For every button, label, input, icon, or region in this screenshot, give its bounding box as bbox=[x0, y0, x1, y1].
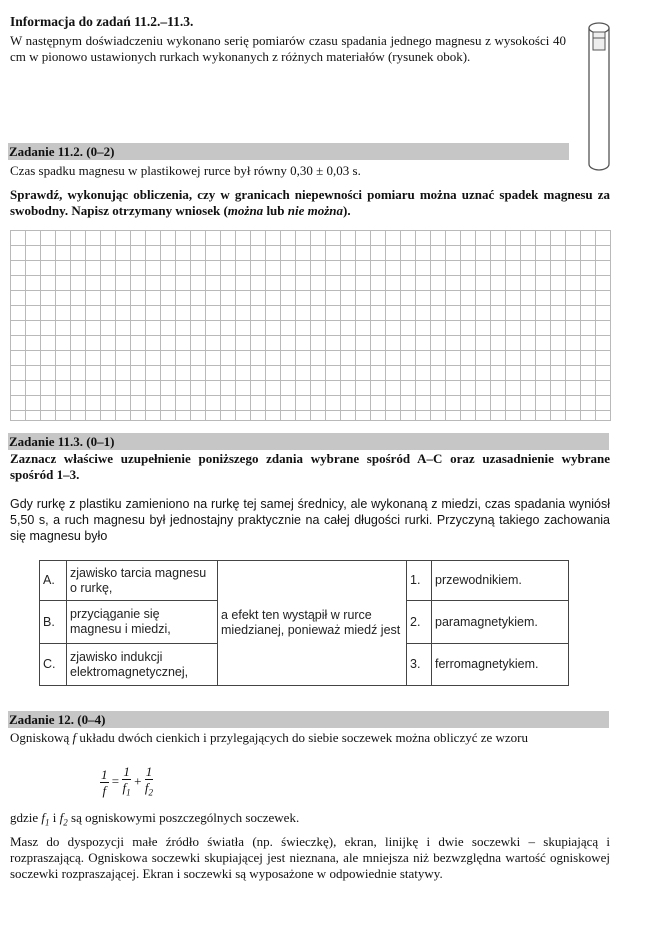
fraction-f1: $\frac{1}{f_1}$ bbox=[122, 764, 131, 798]
option-letter[interactable]: A. bbox=[40, 561, 67, 601]
symbol-f: f bbox=[72, 730, 77, 745]
task-12-title: Zadanie 12. (0–4) bbox=[9, 712, 106, 727]
task-11-3-title: Zadanie 11.3. (0–1) bbox=[9, 434, 115, 449]
option-text[interactable]: zjawisko indukcji elektromagnetycznej, bbox=[67, 644, 218, 686]
task-12-intro bbox=[10, 730, 610, 746]
task-11-3-instruction: Zaznacz właściwe uzupełnienie poniższego zdania wybrane spośród A–C oraz uzasadnienie wybrane spośród 1–3. bbox=[10, 451, 610, 482]
option-text[interactable]: przyciąganie się magnesu i miedzi, bbox=[67, 601, 218, 644]
task-11-2-title: Zadanie 11.2. (0–2) bbox=[9, 144, 115, 159]
option-number[interactable]: 1. bbox=[407, 561, 432, 601]
task-11-3-header bbox=[8, 433, 609, 450]
intro-text-rest: układu dwóch cienkich i przylegających do siebie soczewek można obliczyć ze wzoru bbox=[76, 730, 529, 745]
option-number[interactable]: 2. bbox=[407, 601, 432, 644]
option-number[interactable]: 3. bbox=[407, 644, 432, 686]
formula bbox=[100, 764, 153, 801]
task-11-2-header bbox=[8, 143, 569, 160]
fraction-f2: $\frac{1}{f_2}$ bbox=[144, 764, 153, 798]
fraction-total: $\frac{1}{f}$ bbox=[101, 766, 108, 798]
equals-sign: = bbox=[111, 773, 120, 789]
intro-text: Ogniskową bbox=[10, 730, 73, 745]
option-text[interactable]: ferromagnetykiem. bbox=[432, 644, 569, 686]
task-11-3-text: Gdy rurkę z plastiku zamieniono na rurkę tej samej średnicy, ale wykonaną z miedzi, czas spadania wyniósł 5,50 s, a ruch magnesu był jednostajny praktycznie na całej długości rurki. Przyczyną takiego zachowania się magnesu było bbox=[10, 497, 610, 543]
info-text: W następnym doświadczeniu wykonano serię pomiarów czasu spadania jednego magnesu z wysokości 40 cm w pionowo ustawionych rurkach wykonanych z różnych materiałów (rysunek obok). bbox=[10, 33, 566, 64]
task-12-where: gdzie $f_1$ i $f_2$ są ogniskowymi poszczególnych soczewek. bbox=[10, 810, 300, 828]
option-nie-mozna: nie można bbox=[287, 203, 344, 218]
task-11-2-instruction bbox=[10, 187, 610, 219]
options-table bbox=[39, 560, 569, 686]
sentence-middle: a efekt ten wystąpił w rurce miedzianej, ponieważ miedź jest bbox=[218, 561, 407, 686]
task-11-2-given: Czas spadku magnesu w plastikowej rurce był równy 0,30 ± 0,03 s. bbox=[10, 163, 361, 178]
where-text: gdzie bbox=[10, 810, 42, 825]
instruction-text: Sprawdź, wykonując obliczenia, czy w granicach niepewności pomiaru można uznać spadek magnesu za swobodny. Napisz otrzymany wniosek ( bbox=[10, 187, 610, 218]
option-mozna: można bbox=[227, 203, 264, 218]
plus-sign: + bbox=[134, 773, 142, 789]
tube-illustration bbox=[585, 18, 613, 176]
option-text[interactable]: paramagnetykiem. bbox=[432, 601, 569, 644]
option-letter[interactable]: B. bbox=[40, 601, 67, 644]
option-text[interactable]: przewodnikiem. bbox=[432, 561, 569, 601]
option-text[interactable]: zjawisko tarcia magnesu o rurkę, bbox=[67, 561, 218, 601]
answer-grid[interactable] bbox=[10, 230, 611, 421]
task-12-header bbox=[8, 711, 609, 728]
option-letter[interactable]: C. bbox=[40, 644, 67, 686]
info-heading: Informacja do zadań 11.2.–11.3. bbox=[10, 14, 194, 29]
instruction-end: ). bbox=[343, 203, 351, 218]
task-12-text: Masz do dyspozycji małe źródło światła (np. świeczkę), ekran, linijkę i dwie soczewki – skupiającą i rozpraszającą. Ogniskowa soczewki skupiającej jest nieznana, ale mniejsza niż bezwzględna wartość ogniskowej soczewki rozpraszającej. Ekran i soczewki są wyposażone w odpowiednie statywy. bbox=[10, 834, 610, 881]
instruction-or: lub bbox=[263, 203, 288, 218]
